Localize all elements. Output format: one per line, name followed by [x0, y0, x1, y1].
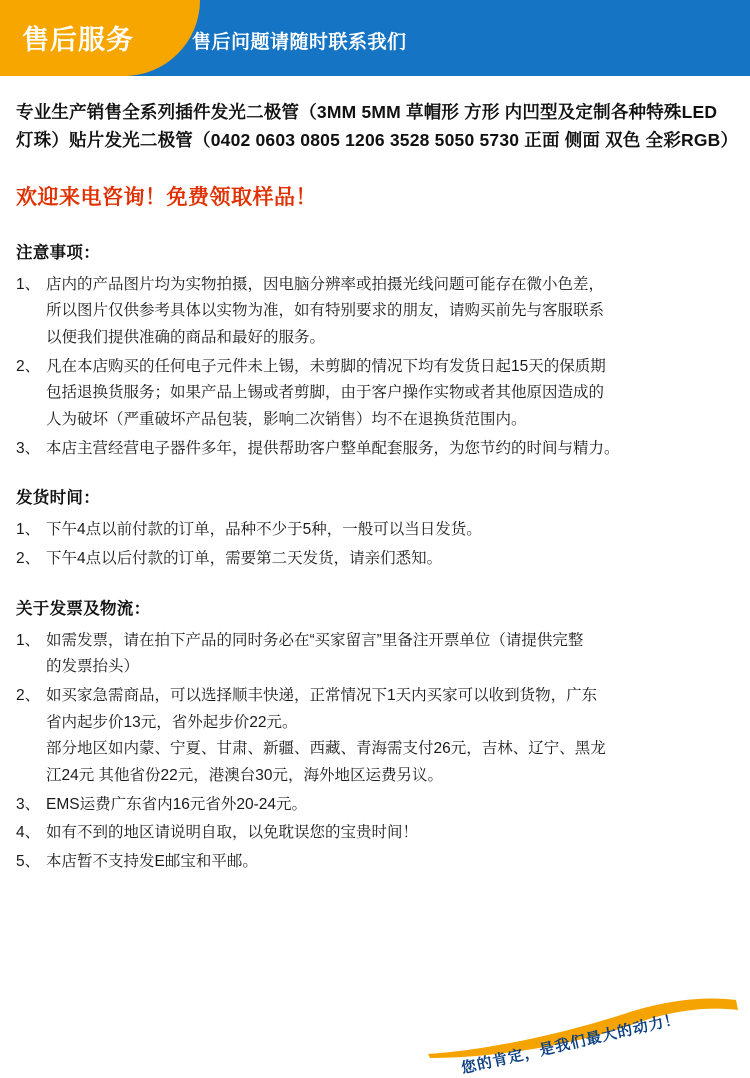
list-item-line: 如需发票，请在拍下产品的同时务必在“买家留言”里备注开票单位（请提供完整	[46, 631, 584, 649]
header-tag-label: 售后服务	[22, 25, 134, 55]
list-item	[16, 354, 734, 434]
section-title: 关于发票及物流：	[16, 599, 151, 618]
list-item-text	[46, 683, 734, 790]
list-item-number: 1、	[16, 521, 41, 539]
list-item-line: EMS运费广东省内16元省外20-24元。	[46, 795, 307, 813]
list-item-line: 江24元 其他省份22元，港澳台30元，海外地区运费另议。	[46, 766, 444, 784]
list-item-line: 省内起步价13元，省外起步价22元。	[46, 713, 298, 731]
list-item-line: 的发票抬头）	[46, 658, 140, 676]
list-item-line: 下午4点以前付款的订单，品种不少于5种，一般可以当日发货。	[46, 521, 482, 539]
page-header-banner	[0, 0, 750, 76]
list-item	[16, 792, 734, 819]
list-item-line: 如有不到的地区请说明自取，以免耽误您的宝贵时间！	[46, 824, 419, 842]
list-item	[16, 517, 734, 544]
list-item-text	[46, 517, 734, 544]
section-title: 发货时间：	[16, 489, 100, 508]
list-item-number: 2、	[16, 549, 41, 567]
content-section	[16, 484, 734, 572]
list-item-text	[46, 792, 734, 819]
content-section	[16, 595, 734, 876]
list-item-line: 包括退换货服务；如果产品上锡或者剪脚，由于客户操作实物或者其他原因造成的	[46, 384, 605, 402]
list-item-line: 下午4点以后付款的订单，需要第二天发货，请亲们悉知。	[46, 549, 443, 567]
list-item-number: 3、	[16, 795, 41, 813]
list-item	[16, 628, 734, 681]
list-item-line: 本店主营经营电子器件多年，提供帮助客户整单配套服务，为您节约的时间与精力。	[46, 439, 620, 457]
list-item-line: 以便我们提供准确的商品和最好的服务。	[46, 329, 326, 346]
list-item	[16, 683, 734, 790]
list-item-line: 凡在本店购买的任何电子元件未上锡，未剪脚的情况下均有发货日起15天的保质期	[46, 357, 606, 375]
list-item-number: 5、	[16, 852, 41, 870]
list-item-number: 2、	[16, 686, 41, 704]
list-item-number: 1、	[16, 275, 41, 293]
list-item	[16, 820, 734, 847]
list-item-line: 店内的产品图片均为实物拍摄，因电脑分辨率或拍摄光线问题可能存在微小色差，	[46, 275, 605, 293]
list-item-text	[46, 546, 734, 573]
list-item-number: 2、	[16, 357, 41, 375]
header-subtitle: 售后问题请随时联系我们	[192, 32, 407, 53]
list-item	[16, 849, 734, 876]
promo-callout-text: 欢迎来电咨询！免费领取样品！	[16, 185, 317, 209]
product-intro-text: 专业生产销售全系列插件发光二极管（3MM 5MM 草帽形 方形 内凹型及定制各种特殊LED灯珠）贴片发光二极管（0402 0603 0805 1206 3528 5050 5730 正面 侧面 双色 全彩RGB）	[16, 102, 739, 151]
list-item-line: 如买家急需商品，可以选择顺丰快递，正常情况下1天内买家可以收到货物，广东	[46, 686, 598, 704]
list-item	[16, 436, 734, 463]
section-list	[16, 628, 734, 876]
list-item-line: 人为破坏（严重破坏产品包装，影响二次销售）均不在退换货范围内。	[46, 410, 527, 428]
list-item-text	[46, 272, 734, 352]
list-item-text	[46, 436, 734, 463]
content-section	[16, 239, 734, 463]
list-item-text	[46, 849, 734, 876]
list-item-line: 所以图片仅供参考具体以实物为准，如有特别要求的朋友，请购买前先与客服联系	[46, 302, 605, 320]
list-item-text	[46, 628, 734, 681]
list-item-text	[46, 354, 734, 434]
list-item-number: 3、	[16, 439, 41, 457]
list-item-line: 本店暂不支持发E邮宝和平邮。	[46, 852, 258, 870]
list-item-number: 1、	[16, 631, 41, 649]
page-content	[0, 76, 750, 876]
sections-container	[16, 239, 734, 876]
section-list	[16, 272, 734, 463]
list-item-line: 部分地区如内蒙、宁夏、甘肃、新疆、西藏、青海需支付26元，吉林、辽宁、黑龙	[46, 740, 606, 758]
footer-signature-text: 您的肯定，是我们最大的动力！	[459, 1010, 682, 1078]
list-item-text	[46, 820, 734, 847]
section-list	[16, 517, 734, 572]
list-item	[16, 546, 734, 573]
list-item-number: 4、	[16, 824, 41, 842]
list-item	[16, 272, 734, 352]
page-footer	[0, 966, 750, 1078]
section-title: 注意事项：	[16, 243, 100, 262]
